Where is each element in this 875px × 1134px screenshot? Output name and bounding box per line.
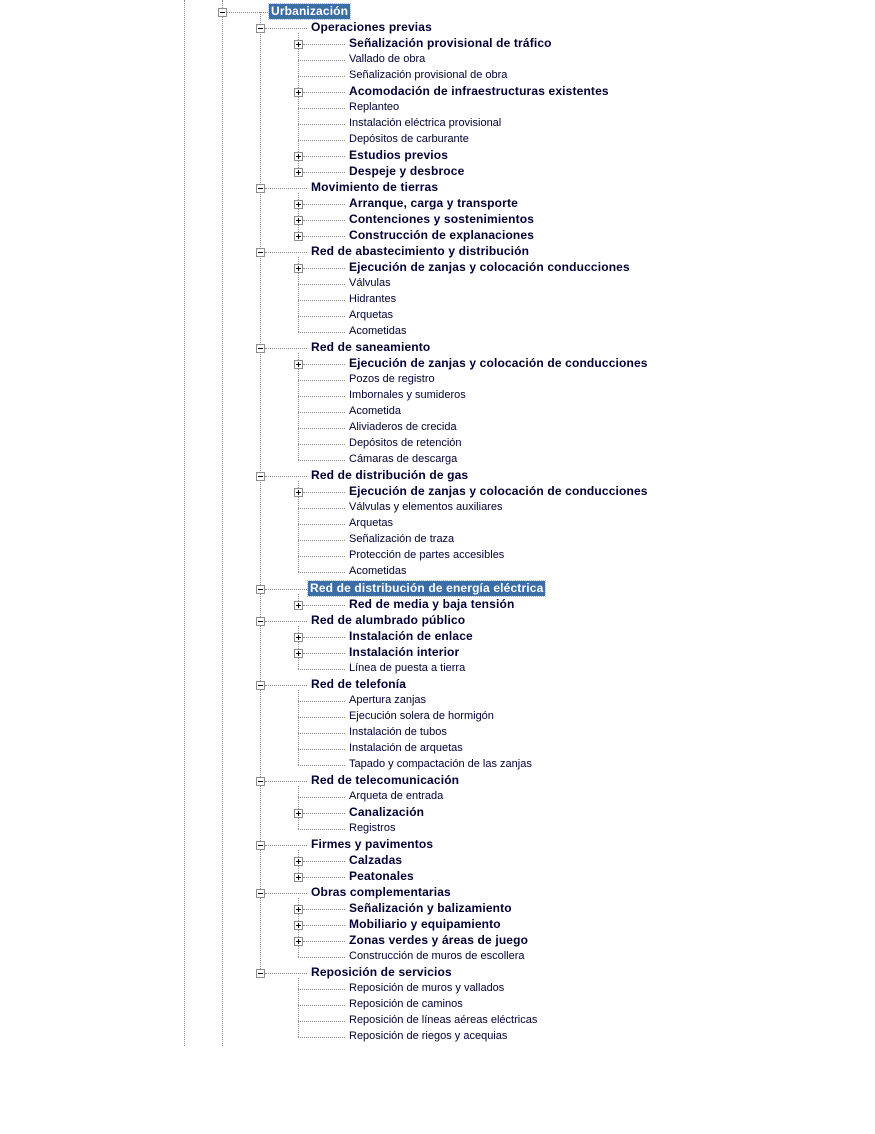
tree-connector-line — [303, 877, 345, 878]
tree-connector-line — [298, 733, 345, 734]
tree-leaf-label[interactable]: Reposición de líneas aéreas eléctricas — [349, 1014, 538, 1026]
tree-connector-line — [303, 941, 345, 942]
tree-connector-line — [298, 396, 345, 397]
tree-connector-line — [184, 0, 185, 1046]
tree-category-label[interactable]: Red de telecomunicación — [311, 773, 460, 787]
tree-connector-line — [303, 909, 345, 910]
tree-leaf-label[interactable]: Imbornales y sumideros — [349, 389, 466, 401]
expand-icon[interactable] — [294, 937, 303, 946]
tree-connector-line — [298, 701, 345, 702]
tree-connector-line — [303, 492, 345, 493]
tree-leaf-label[interactable]: Tapado y compactación de las zanjas — [349, 758, 532, 770]
collapse-icon[interactable] — [256, 472, 265, 481]
tree-leaf-label[interactable]: Ejecución solera de hormigón — [349, 710, 494, 722]
tree-node-label[interactable]: Zonas verdes y áreas de juego — [349, 933, 529, 947]
expand-icon[interactable] — [294, 633, 303, 642]
tree-connector-line — [298, 316, 345, 317]
tree-category-label[interactable]: Reposición de servicios — [311, 965, 452, 979]
tree-connector-line — [298, 108, 345, 109]
tree-connector-line — [265, 893, 307, 894]
tree-leaf-label[interactable]: Instalación de tubos — [349, 726, 447, 738]
tree-leaf-label[interactable]: Replanteo — [349, 101, 400, 113]
expand-icon[interactable] — [294, 216, 303, 225]
tree-leaf-label[interactable]: Línea de puesta a tierra — [349, 662, 466, 674]
tree-leaf-label[interactable]: Apertura zanjas — [349, 694, 427, 706]
tree-node-label[interactable]: Contenciones y sostenimientos — [349, 212, 535, 226]
tree-connector-line — [303, 813, 345, 814]
tree-leaf-label[interactable]: Acometida — [349, 405, 401, 417]
tree-node-label[interactable]: Ejecución de zanjas y colocación de conducciones — [349, 356, 648, 370]
collapse-icon[interactable] — [256, 681, 265, 690]
tree-connector-line — [298, 60, 345, 61]
expand-icon[interactable] — [294, 152, 303, 161]
tree-connector-line — [260, 12, 261, 973]
tree-connector-line — [298, 829, 345, 830]
tree-connector-line — [227, 12, 268, 13]
tree-connector-line — [303, 156, 345, 157]
tree-connector-line — [298, 76, 345, 77]
tree-connector-line — [303, 268, 345, 269]
tree-connector-line — [298, 332, 345, 333]
tree-connector-line — [298, 797, 345, 798]
tree-connector-line — [298, 978, 299, 1037]
tree-connector-line — [298, 412, 345, 413]
tree-node-label[interactable]: Ejecución de zanjas y colocación de conducciones — [349, 484, 648, 498]
tree-node-label[interactable]: Peatonales — [349, 869, 414, 883]
tree-category-label[interactable]: Firmes y pavimentos — [311, 837, 434, 851]
expand-icon[interactable] — [294, 264, 303, 273]
expand-icon[interactable] — [294, 601, 303, 610]
tree-connector-line — [265, 973, 307, 974]
tree-category-label[interactable]: Red de saneamiento — [311, 340, 431, 354]
tree-connector-line — [298, 1005, 345, 1006]
tree-leaf-label[interactable]: Reposición de muros y vallados — [349, 982, 505, 994]
tree-connector-line — [298, 508, 345, 509]
tree-connector-line — [265, 589, 307, 590]
tree-connector-line — [298, 300, 345, 301]
tree-category-label[interactable]: Red de alumbrado público — [311, 613, 466, 627]
tree-category-label[interactable]: Red de distribución de energía eléctrica — [310, 581, 544, 595]
tree-node-label[interactable]: Mobiliario y equipamiento — [349, 917, 501, 931]
tree-leaf-label[interactable]: Arquetas — [349, 309, 394, 321]
tree-connector-line — [303, 861, 345, 862]
collapse-icon[interactable] — [256, 969, 265, 978]
expand-icon[interactable] — [294, 88, 303, 97]
tree-leaf-label[interactable]: Cámaras de descarga — [349, 453, 458, 465]
tree-connector-line — [265, 781, 307, 782]
tree-category-label[interactable]: Red de telefonía — [311, 677, 407, 691]
expand-icon[interactable] — [294, 921, 303, 930]
tree-category-label[interactable]: Red de abastecimiento y distribución — [311, 244, 530, 258]
tree-connector-line — [303, 605, 345, 606]
tree-connector-line — [298, 717, 345, 718]
expand-icon[interactable] — [294, 809, 303, 818]
tree-connector-line — [298, 124, 345, 125]
tree-leaf-label[interactable]: Hidrantes — [349, 293, 397, 305]
tree-connector-line — [298, 1021, 345, 1022]
tree-connector-line — [298, 460, 345, 461]
tree-connector-line — [265, 621, 307, 622]
collapse-icon[interactable] — [256, 841, 265, 850]
tree-connector-line — [298, 556, 345, 557]
tree-node-label[interactable]: Señalización provisional de tráfico — [349, 36, 552, 50]
collapse-icon[interactable] — [256, 585, 265, 594]
expand-icon[interactable] — [294, 360, 303, 369]
tree-leaf-label[interactable]: Depósitos de retención — [349, 437, 462, 449]
tree-connector-line — [298, 524, 345, 525]
collapse-icon[interactable] — [256, 344, 265, 353]
expand-icon[interactable] — [294, 857, 303, 866]
tree-connector-line — [303, 92, 345, 93]
tree-root-label[interactable]: Urbanización — [271, 4, 349, 18]
expand-icon[interactable] — [294, 873, 303, 882]
tree-connector-line — [303, 44, 345, 45]
tree-connector-line — [265, 252, 307, 253]
tree-node-label[interactable]: Arranque, carga y transporte — [349, 196, 518, 210]
tree-connector-line — [298, 786, 299, 829]
tree-leaf-label[interactable]: Señalización de traza — [349, 533, 455, 545]
collapse-icon[interactable] — [256, 24, 265, 33]
tree-connector-line — [298, 380, 345, 381]
tree-node-label[interactable]: Canalización — [349, 805, 425, 819]
tree-leaf-label[interactable]: Reposición de caminos — [349, 998, 463, 1010]
tree-node-label[interactable]: Calzadas — [349, 853, 403, 867]
tree-leaf-label[interactable]: Depósitos de carburante — [349, 133, 469, 145]
expand-icon[interactable] — [294, 40, 303, 49]
tree-leaf-label[interactable]: Aliviaderos de crecida — [349, 421, 457, 433]
tree-node-label[interactable]: Despeje y desbroce — [349, 164, 465, 178]
collapse-icon[interactable] — [256, 889, 265, 898]
tree-node-label[interactable]: Acomodación de infraestructuras existentes — [349, 84, 609, 98]
tree-connector-line — [303, 172, 345, 173]
tree-connector-line — [298, 957, 345, 958]
tree-connector-line — [298, 140, 345, 141]
tree-leaf-label[interactable]: Instalación eléctrica provisional — [349, 117, 502, 129]
tree-connector-line — [265, 188, 307, 189]
expand-icon[interactable] — [294, 488, 303, 497]
tree-connector-line — [298, 444, 345, 445]
tree-node-label[interactable]: Ejecución de zanjas y colocación conducciones — [349, 260, 630, 274]
tree-leaf-label[interactable]: Vallado de obra — [349, 53, 426, 65]
tree-leaf-label[interactable]: Arqueta de entrada — [349, 790, 444, 802]
tree-connector-line — [298, 749, 345, 750]
tree-node-label[interactable]: Estudios previos — [349, 148, 449, 162]
tree-connector-line — [303, 204, 345, 205]
tree-leaf-label[interactable]: Válvulas — [349, 277, 391, 289]
tree-connector-line — [298, 540, 345, 541]
expand-icon[interactable] — [294, 200, 303, 209]
collapse-icon[interactable] — [256, 248, 265, 257]
tree-connector-line — [303, 236, 345, 237]
tree-leaf-label[interactable]: Válvulas y elementos auxiliares — [349, 501, 503, 513]
tree-connector-line — [303, 364, 345, 365]
tree-connector-line — [303, 925, 345, 926]
tree-node-label[interactable]: Construcción de explanaciones — [349, 228, 535, 242]
tree-connector-line — [298, 765, 345, 766]
expand-icon[interactable] — [294, 905, 303, 914]
tree-leaf-label[interactable]: Acometidas — [349, 325, 407, 337]
tree-leaf-label[interactable]: Construcción de muros de escollera — [349, 950, 525, 962]
tree-leaf-label[interactable]: Señalización provisional de obra — [349, 69, 508, 81]
tree-connector-line — [298, 669, 345, 670]
tree-leaf-label[interactable]: Instalación de arquetas — [349, 742, 463, 754]
tree-node-label[interactable]: Red de media y baja tensión — [349, 597, 515, 611]
tree-connector-line — [265, 845, 307, 846]
tree-connector-line — [298, 428, 345, 429]
tree-leaf-label[interactable]: Acometidas — [349, 565, 407, 577]
tree-leaf-label[interactable]: Registros — [349, 822, 396, 834]
tree-connector-line — [298, 1037, 345, 1038]
tree-node-label[interactable]: Instalación interior — [349, 645, 460, 659]
tree-connector-line — [265, 685, 307, 686]
collapse-icon[interactable] — [256, 184, 265, 193]
tree-node-label[interactable]: Señalización y balizamiento — [349, 901, 512, 915]
tree-node-label[interactable]: Instalación de enlace — [349, 629, 473, 643]
tree-leaf-label[interactable]: Reposición de riegos y acequias — [349, 1030, 508, 1042]
tree-connector-line — [265, 348, 307, 349]
tree-connector-line — [303, 220, 345, 221]
tree-leaf-label[interactable]: Arquetas — [349, 517, 394, 529]
tree-connector-line — [298, 572, 345, 573]
tree-leaf-label[interactable]: Protección de partes accesibles — [349, 549, 505, 561]
tree-connector-line — [298, 989, 345, 990]
collapse-icon[interactable] — [256, 617, 265, 626]
tree-leaf-label[interactable]: Pozos de registro — [349, 373, 435, 385]
tree-connector-line — [303, 637, 345, 638]
tree-category-label[interactable]: Operaciones previas — [311, 20, 432, 34]
tree-category-label[interactable]: Obras complementarias — [311, 885, 451, 899]
expand-icon[interactable] — [294, 232, 303, 241]
tree-connector-line — [265, 476, 307, 477]
collapse-icon[interactable] — [218, 8, 227, 17]
tree-connector-line — [222, 0, 223, 1046]
collapse-icon[interactable] — [256, 777, 265, 786]
tree-category-label[interactable]: Red de distribución de gas — [311, 468, 469, 482]
tree-connector-line — [303, 653, 345, 654]
tree-category-label[interactable]: Movimiento de tierras — [311, 180, 439, 194]
expand-icon[interactable] — [294, 168, 303, 177]
tree-connector-line — [265, 28, 307, 29]
tree-connector-line — [298, 284, 345, 285]
expand-icon[interactable] — [294, 649, 303, 658]
